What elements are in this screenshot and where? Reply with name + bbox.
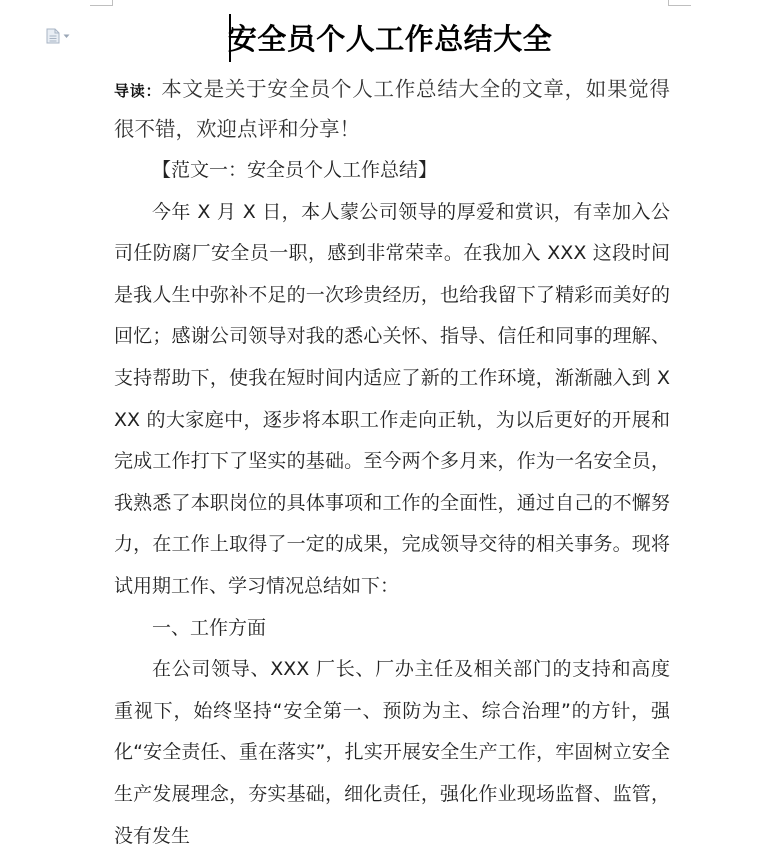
lead-label: 导读： [114, 82, 162, 100]
lead-text: 本文是关于安全员个人工作总结大全的文章，如果觉得很不错，欢迎点评和分享！ [114, 77, 670, 141]
sample-heading: 【范文一：安全员个人工作总结】 [152, 159, 438, 181]
lead-paragraph [114, 70, 670, 148]
crop-mark-top-right [668, 0, 691, 6]
paragraph-2: 在公司领导、XXX 厂长、厂办主任及相关部门的支持和高度重视下，始终坚持“安全第一、预防为主、综合治理”的方针，强化“安全责任、重在落实”，扎实开展安全生产工作，牢固树立安全生产发展理念，夯实基础，细化责任，强化作业现场监督、监管，没有发生 [114, 658, 670, 847]
section-title-work: 一、工作方面 [152, 616, 267, 639]
paragraph-1: 今年 X 月 X 日，本人蒙公司领导的厚爱和赏识，有幸加入公司任防腐厂安全员一职，感到非常荣幸。在我加入 XXX 这段时间是我人生中弥补不足的一次珍贵经历，也给我留下了精彩而美好的回忆；感谢公司领导对我的悉心关怀、指导、信任和同事的理解、支持帮助下，使我在短时间内适应了新的工作环境，渐渐融入到 XXX 的大家庭中，逐步将本职工作走向正轨，为以后更好的开展和完成工作打下了坚实的基础。至今两个多月来，作为一名安全员，我熟悉了本职岗位的具体事项和工作的全面性，通过自己的不懈努力，在工作上取得了一定的成果，完成领导交待的相关事务。现将试用期工作、学习情况总结如下： [114, 200, 670, 597]
document-title: 安全员个人工作总结大全 [227, 22, 553, 56]
crop-mark-top-left [90, 0, 113, 6]
document-body [114, 70, 670, 857]
